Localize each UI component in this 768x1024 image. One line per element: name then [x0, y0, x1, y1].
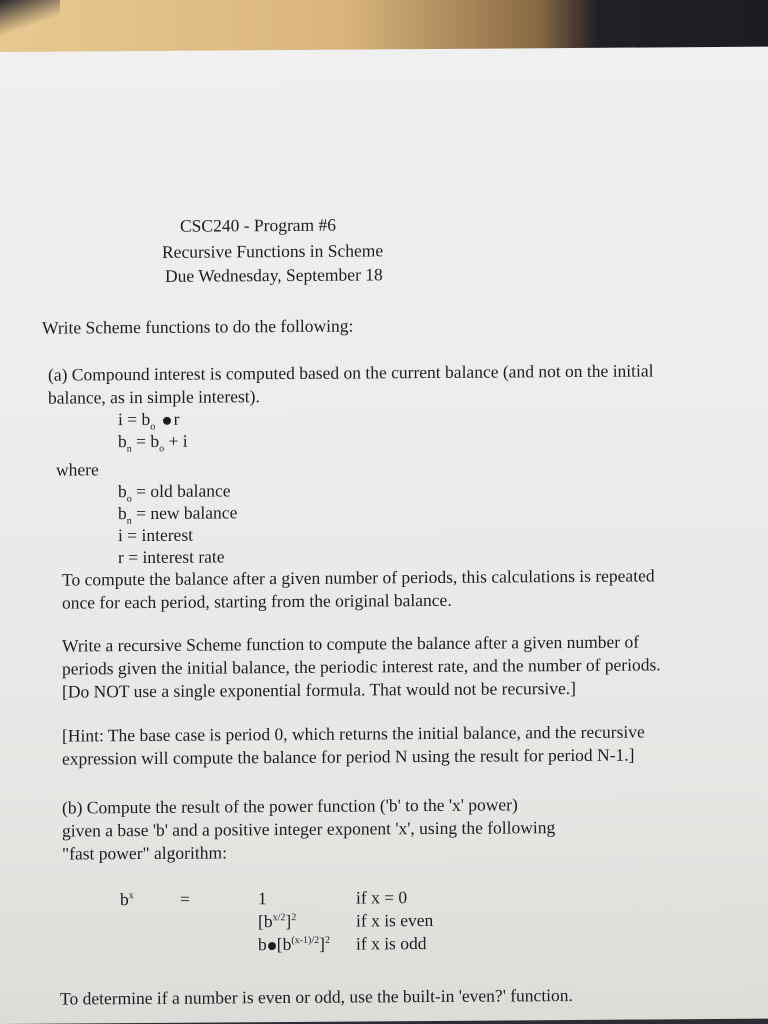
formula-new-balance [118, 430, 188, 455]
power-equals: = [180, 888, 190, 909]
background-shadow [0, 0, 60, 40]
where-label: where [56, 459, 99, 480]
hint-line-2: expression will compute the balance for period N using the result for period N-1.] [62, 744, 635, 769]
footer-note: To determine if a number is even or odd, use the built-in 'even?' function. [60, 985, 573, 1009]
case-even-square: 2 [291, 912, 297, 924]
part-a-line-1: (a) Compound interest is computed based on the current balance (and not on the initial [48, 360, 654, 385]
case-odd-value [258, 934, 330, 956]
case-odd-exp: (x-1)/2 [291, 934, 320, 947]
part-a-line-2: balance, as in simple interest). [48, 386, 260, 408]
formula-new-balance-rhs: + i [164, 430, 188, 451]
case-odd-close: ] [319, 933, 325, 954]
formula-new-balance-sub-o: o [159, 443, 165, 455]
definition-old-balance-var: b [118, 481, 127, 502]
definition-new-balance-var: b [118, 503, 127, 524]
case-odd-open: [b [276, 933, 292, 955]
case-even-exp: x/2 [272, 912, 286, 924]
formula-new-balance-sub-n: n [126, 443, 132, 455]
para-compute-line-2: once for each period, starting from the original balance. [62, 589, 452, 613]
header-course-title: CSC240 - Program #6 [180, 214, 337, 236]
part-b-line-1: (b) Compute the result of the power function ('b' to the 'x' power) [62, 794, 518, 818]
case-odd-condition: if x is odd [356, 933, 427, 954]
part-b-line-3: "fast power" algorithm: [62, 842, 227, 864]
header-assignment-title: Recursive Functions in Scheme [162, 240, 384, 262]
case-odd-b: b [258, 934, 267, 955]
formula-interest-lhs: i = b [118, 408, 151, 430]
para-compute-line-1: To compute the balance after a given number of periods, this calculations is repeated [62, 565, 655, 590]
definition-new-balance-text: = new balance [131, 502, 238, 524]
case-even-value [258, 911, 296, 932]
case-even-condition: if x is even [356, 909, 434, 931]
definition-interest-rate: r = interest rate [118, 546, 225, 568]
definition-old-balance [118, 480, 231, 505]
hint-line-1: [Hint: The base case is period 0, which returns the initial balance, and the recursive [62, 721, 645, 746]
formula-new-balance-mid: = b [131, 430, 160, 452]
para-recursive-line-2: periods given the initial balance, the periodic interest rate, and the number of periods. [62, 654, 661, 679]
para-recursive-line-1: Write a recursive Scheme function to compute the balance after a given number of [62, 631, 640, 656]
case-odd-square: 2 [324, 934, 330, 946]
formula-interest-rhs: r [173, 408, 180, 429]
definition-new-balance [118, 502, 238, 527]
formula-interest [118, 408, 180, 433]
part-b-line-2: given a base 'b' and a positive integer exponent 'x', using the following [62, 817, 556, 841]
header-due-date: Due Wednesday, September 18 [165, 264, 383, 286]
power-lhs-exp: x [128, 890, 134, 902]
paper-sheet [0, 47, 768, 1024]
case-even-open: [b [258, 911, 273, 932]
case-even-close: ] [285, 910, 292, 932]
intro-text: Write Scheme functions to do the following: [42, 315, 354, 338]
multiply-dot-icon [163, 417, 171, 425]
definition-interest: i = interest [118, 524, 193, 546]
case-zero-value: 1 [258, 888, 267, 909]
power-lhs [120, 889, 134, 910]
formula-interest-sub: o [150, 421, 156, 433]
definition-new-balance-sub: n [126, 515, 132, 527]
power-lhs-base: b [120, 889, 129, 910]
formula-new-balance-b: b [118, 431, 127, 452]
definition-old-balance-text: = old balance [131, 480, 231, 502]
multiply-dot-icon [268, 942, 276, 950]
case-zero-condition: if x = 0 [356, 887, 408, 908]
definition-old-balance-sub: o [126, 493, 132, 505]
para-recursive-line-3: [Do NOT use a single exponential formula. That would not be recursive.] [62, 677, 577, 702]
